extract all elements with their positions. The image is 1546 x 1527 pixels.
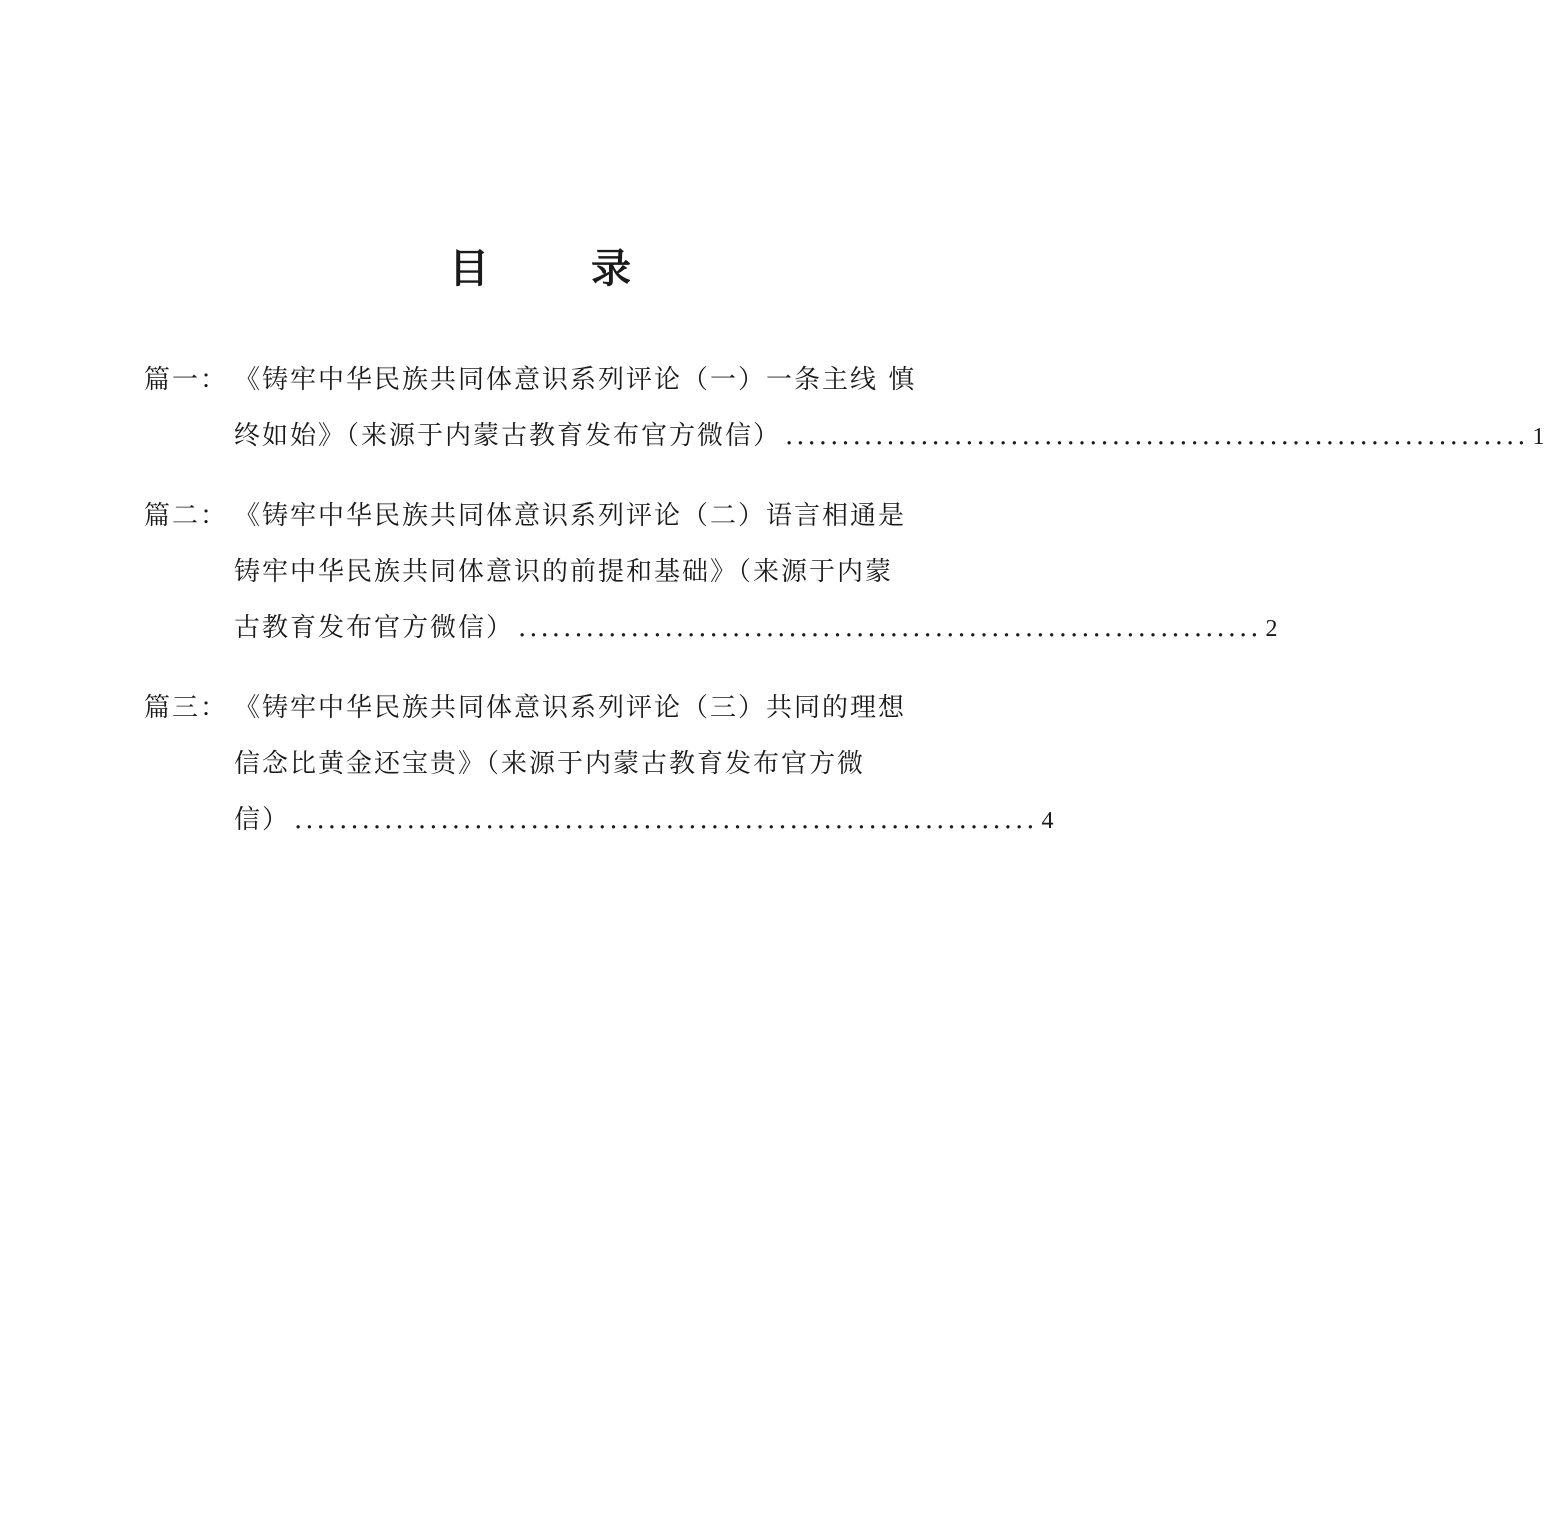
- toc-page-number: 1: [1532, 424, 1546, 450]
- page-title: 目 录: [449, 246, 675, 292]
- toc-entry-body: [234, 680, 1055, 848]
- toc-entry-3[interactable]: [144, 680, 1056, 848]
- toc-entry-line: 《铸牢中华民族共同体意识系列评论（一）一条主线 慎: [234, 365, 917, 395]
- toc-entry-line: 铸牢中华民族共同体意识的前提和基础》（来源于内蒙: [234, 557, 894, 587]
- toc-entry-line: 终如始》（来源于内蒙古教育发布官方微信）: [234, 421, 782, 451]
- toc-entry-line: 信）: [234, 805, 291, 835]
- toc-entry-1[interactable]: [144, 352, 1546, 464]
- toc-entry-last-line: [234, 408, 1546, 464]
- toc-entry-line: 《铸牢中华民族共同体意识系列评论（三）共同的理想: [234, 693, 907, 723]
- toc-entry-label: 篇二：: [144, 501, 229, 531]
- dot-leader: ..................................................................: [518, 613, 1262, 643]
- dot-leader: ..................................................................: [294, 805, 1038, 835]
- dot-leader: ..................................................................: [785, 421, 1529, 451]
- toc-entry-last-line: [234, 600, 1279, 656]
- toc-entry-2[interactable]: [144, 488, 1280, 656]
- toc-entry-last-line: [234, 792, 1055, 848]
- toc-page-number: 2: [1265, 616, 1280, 642]
- toc-page-number: 4: [1041, 808, 1056, 834]
- toc-entry-line: 《铸牢中华民族共同体意识系列评论（二）语言相通是: [234, 501, 907, 531]
- toc-entry-line: 信念比黄金还宝贵》（来源于内蒙古教育发布官方微: [234, 749, 866, 779]
- toc-entry-body: [234, 352, 1546, 464]
- toc-entry-label: 篇三：: [144, 693, 229, 723]
- toc-entry-line: 古教育发布官方微信）: [234, 613, 515, 643]
- toc-list: [144, 352, 1546, 872]
- toc-entry-body: [234, 488, 1279, 656]
- toc-entry-label: 篇一：: [144, 365, 229, 395]
